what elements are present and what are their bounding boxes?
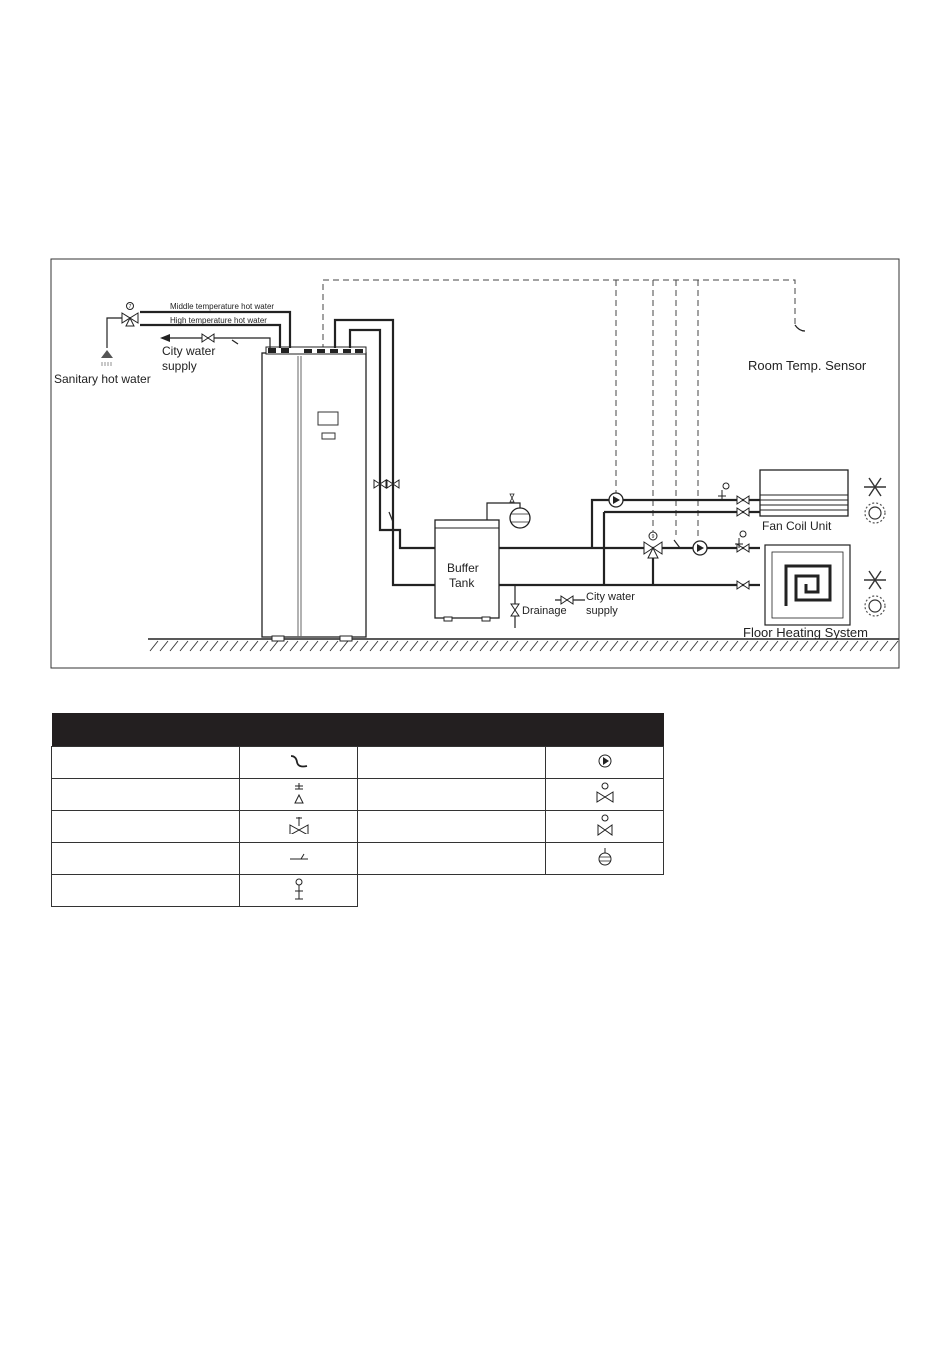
legend-table (51, 713, 664, 907)
legend-row (52, 843, 664, 875)
mixing-valve-7-symbol (546, 811, 664, 843)
supply-label-2: supply (586, 605, 618, 617)
drainage-label: Drainage (522, 605, 567, 617)
fan-coil-label: Fan Coil Unit (762, 519, 832, 533)
legend-row (52, 779, 664, 811)
svg-text:7: 7 (128, 304, 132, 310)
buffer-label-2: Tank (449, 576, 475, 590)
legend-row (52, 811, 664, 843)
three-way-valve-9-symbol (546, 779, 664, 811)
pump-floor (693, 541, 707, 555)
svg-text:9: 9 (651, 534, 655, 540)
flexible-hose-symbol (240, 747, 358, 779)
expansion-tank (510, 508, 530, 528)
high-temp-label: High temperature hot water (170, 316, 267, 325)
expansion-tank-symbol (546, 843, 664, 875)
safety-valve-symbol (240, 779, 358, 811)
supply-label-1: supply (162, 359, 197, 373)
pump-fan-coil (609, 493, 623, 507)
strainer-symbol (240, 843, 358, 875)
city-water-label-2: City water (586, 591, 635, 603)
pump-symbol (546, 747, 664, 779)
floor-heating-label: Floor Heating System (743, 625, 868, 640)
buffer-label-1: Buffer (447, 561, 479, 575)
legend-row (52, 747, 664, 779)
city-water-label-1: City water (162, 344, 216, 358)
air-vent-valve-symbol (240, 875, 358, 907)
control-panel-display (318, 412, 338, 425)
legend-row (52, 875, 664, 907)
heat-pump-unit (262, 347, 366, 641)
sanitary-label: Sanitary hot water (54, 372, 151, 386)
legend-header (52, 713, 664, 747)
middle-temp-label: Middle temperature hot water (170, 302, 275, 311)
gate-valve-symbol (240, 811, 358, 843)
room-sensor-label: Room Temp. Sensor (748, 358, 867, 373)
